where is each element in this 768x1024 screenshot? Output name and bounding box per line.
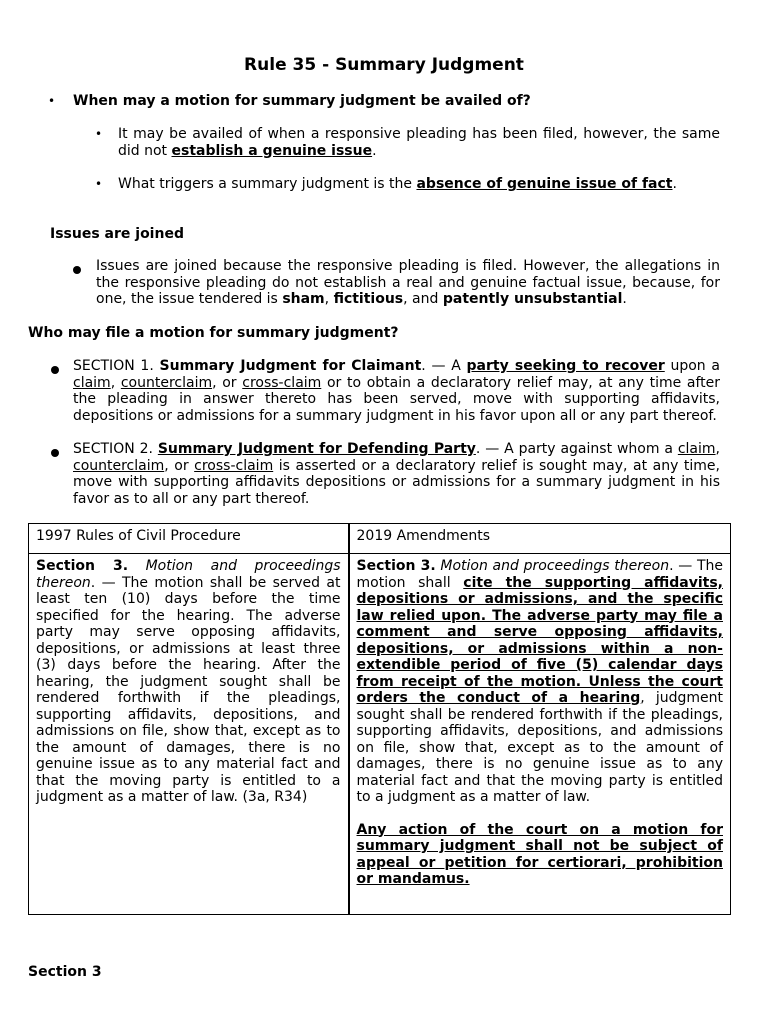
table-row [29, 554, 731, 915]
table-cell-1997: Section 3. Motion and proceedings thereon. — The motion shall be served at least ten (10) days before the time specified for the hearing. The adverse party may serve opposing affidavits, depositions, or admissions at least three (3) days before the hearing. After the hearing, the judgment sought shall be rendered forthwith if the pleadings, supporting affidavits, depositions, and admissions on file, show that, except as to the amount of damages, there is no genuine issue as to any material fact and that the moving party is entitled to a judgment as a matter of law. (3a, R34) [29, 554, 349, 915]
sub-bullet-text: It may be availed of when a responsive pleading has been filed, however, the same did not establish a genuine issue. [118, 126, 720, 159]
sub-bullet-marker: • [95, 127, 103, 141]
column-header: 2019 Amendments [349, 524, 731, 554]
column-header: 1997 Rules of Civil Procedure [29, 524, 349, 554]
amended-text: cite the supporting affidavits, depositions or admissions, and the specific law relied upon. The adverse party may file a comment and serve opposing affidavits, depositions, or admissions within a non-extendible period of five (5) calendar days from receipt of the motion. Unless the court orders the conduct of a hearing [356, 574, 723, 706]
page-title: Rule 35 - Summary Judgment [244, 55, 524, 75]
section-heading: Who may file a motion for summary judgment? [28, 325, 399, 341]
sub-bullet-marker: • [95, 177, 103, 191]
paragraph: Issues are joined because the responsive pleading is filed. However, the allegations in the responsive pleading do not establish a real and genuine factual issue, because, for one, the issue tendered is sham, fictitious, and patently unsubstantial. [96, 258, 720, 307]
disc-bullet [73, 262, 81, 279]
section-heading: Issues are joined [50, 226, 184, 242]
section-heading: Section 3 [28, 964, 102, 980]
section-1-paragraph: SECTION 1. Summary Judgment for Claimant. — A party seeking to recover upon a claim, counterclaim, or cross-claim or to obtain a declaratory relief may, at any time after the pleading in answer thereto has been served, move with supporting affidavits, depositions or admissions for a summary judgment in his favor upon all or any part thereof. [73, 358, 721, 424]
emphasis: absence of genuine issue of fact [416, 176, 673, 192]
disc-bullet [51, 362, 59, 379]
section-2-paragraph: SECTION 2. Summary Judgment for Defending Party. — A party against whom a claim, counterclaim, or cross-claim is asserted or a declaratory relief is sought may, at any time, move with supporting affidavits depositions or admissions for a summary judgment in his favor as to all or any part thereof. [73, 441, 720, 507]
table-cell-2019: Section 3. Motion and proceedings thereon. — The motion shall cite the supporting affidavits, depositions or admissions, and the specific law relied upon. The adverse party may file a comment and serve opposing affidavits, depositions, or admissions within a non-extendible period of five (5) calendar days from receipt of the motion. Unless the court orders the conduct of a hearing, judgment sought shall be rendered forthwith if the pleadings, supporting affidavits, depositions, and admissions on file, show that, except as to the amount of damages, there is no genuine issue as to any material fact and that the moving party is entitled to a judgment as a matter of law. Any action of the court on a motion for summary judgment shall not be subject of appeal or petition for certiorari, prohibition or mandamus. [349, 554, 731, 915]
comparison-table [28, 523, 731, 915]
bullet-marker: • [48, 94, 56, 108]
question-heading: When may a motion for summary judgment be availed of? [73, 93, 531, 109]
amended-paragraph: Any action of the court on a motion for summary judgment shall not be subject of appeal or petition for certiorari, prohibition or mandamus. [356, 821, 723, 887]
table-header-row [29, 524, 731, 554]
sub-bullet-text: What triggers a summary judgment is the absence of genuine issue of fact. [118, 176, 677, 192]
disc-bullet [51, 445, 59, 462]
emphasis: establish a genuine issue [171, 142, 373, 159]
